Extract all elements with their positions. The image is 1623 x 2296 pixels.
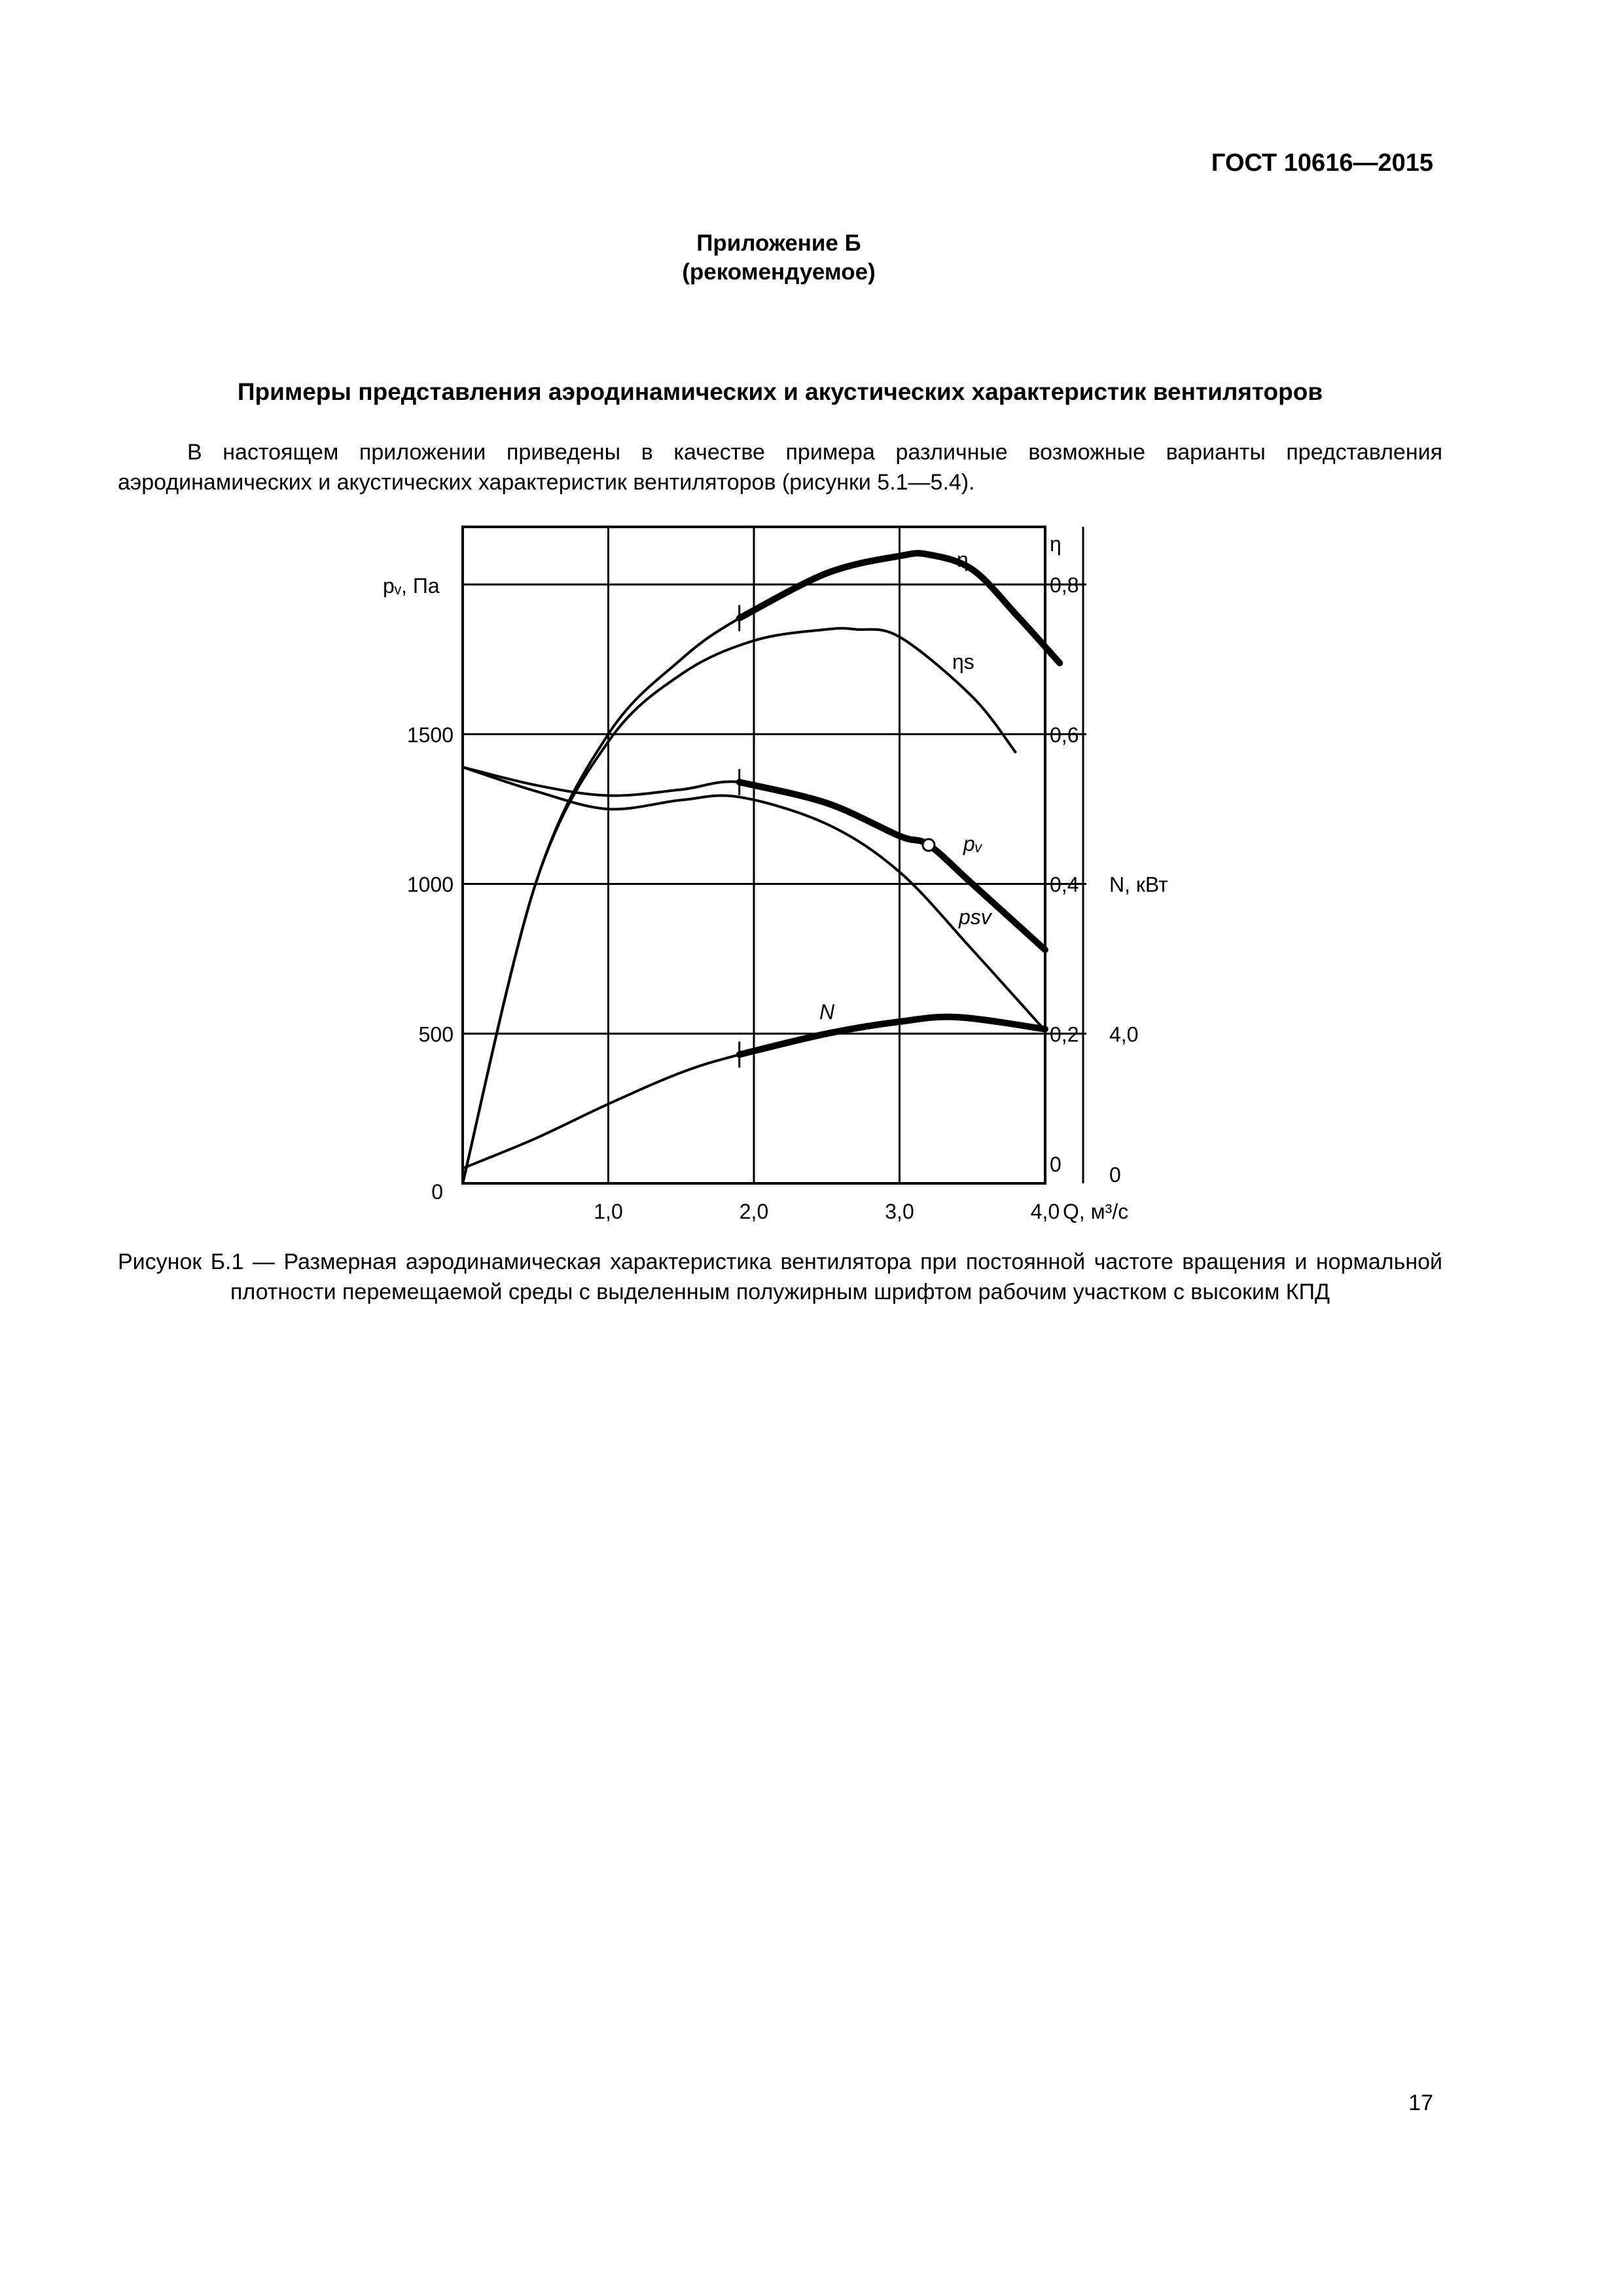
page-number: 17 xyxy=(1408,2090,1433,2115)
y-tick-label: 500 xyxy=(418,1022,454,1047)
x-tick-label: 3,0 xyxy=(885,1200,914,1223)
x-tick-label: 2,0 xyxy=(739,1200,769,1223)
pv-curve-label: pᵥ xyxy=(963,832,983,855)
x-axis-label: Q, м³/с xyxy=(1063,1200,1129,1223)
power-curve-working-range xyxy=(740,1017,1045,1055)
y-tick-label: 1500 xyxy=(406,723,454,747)
eta-tick-label: 0 xyxy=(1050,1153,1061,1176)
chart-curves xyxy=(463,553,1060,1183)
standard-code: ГОСТ 10616—2015 xyxy=(1211,149,1433,177)
y-tick-label: 0 xyxy=(431,1180,443,1204)
eta-tick-label: 0,2 xyxy=(1050,1022,1079,1047)
y-tick-label: 1000 xyxy=(406,872,454,897)
power-tick-label: 0 xyxy=(1109,1163,1121,1187)
eta-curve-label: η xyxy=(957,548,969,571)
power-tick-label: 4,0 xyxy=(1109,1022,1139,1047)
x-tick-label: 1,0 xyxy=(594,1200,623,1223)
eta-tick-label: 0,6 xyxy=(1050,723,1079,747)
chart-grid xyxy=(463,527,1086,1183)
intro-paragraph: В настоящем приложении приведены в качестве примера различные возможные варианты представления аэродинамических и акустических характеристик вентиляторов (рисунки 5.1—5.4). xyxy=(118,440,1442,495)
figure-caption: Рисунок Б.1 — Размерная аэродинамическая характеристика вентилятора при постоянной частоте вращения и нормальной плотности перемещаемой среды с выделенным полужирным шрифтом рабочим участком с высоким КПД xyxy=(118,1249,1442,1304)
y-axis-label: pᵥ, Па xyxy=(383,574,440,598)
section-title: Примеры представления аэродинамических и акустических характеристик вентиляторов xyxy=(237,378,1323,405)
eta-s-curve-label: ηs xyxy=(952,650,974,673)
power-curve-label: N xyxy=(819,1000,835,1024)
psv-curve-label: psv xyxy=(959,905,991,929)
operating-point-marker xyxy=(923,839,935,851)
annex-title: Приложение Б xyxy=(696,230,861,256)
power-axis-label: N, кВт xyxy=(1109,872,1168,897)
annex-subtitle: (рекомендуемое) xyxy=(682,259,876,285)
eta-axis-label: η xyxy=(1050,532,1061,556)
eta-curve xyxy=(463,553,1060,1183)
x-tick-label: 4,0 xyxy=(1030,1200,1060,1223)
eta-tick-label: 0,4 xyxy=(1050,872,1079,897)
eta-tick-label: 0,8 xyxy=(1050,573,1079,597)
